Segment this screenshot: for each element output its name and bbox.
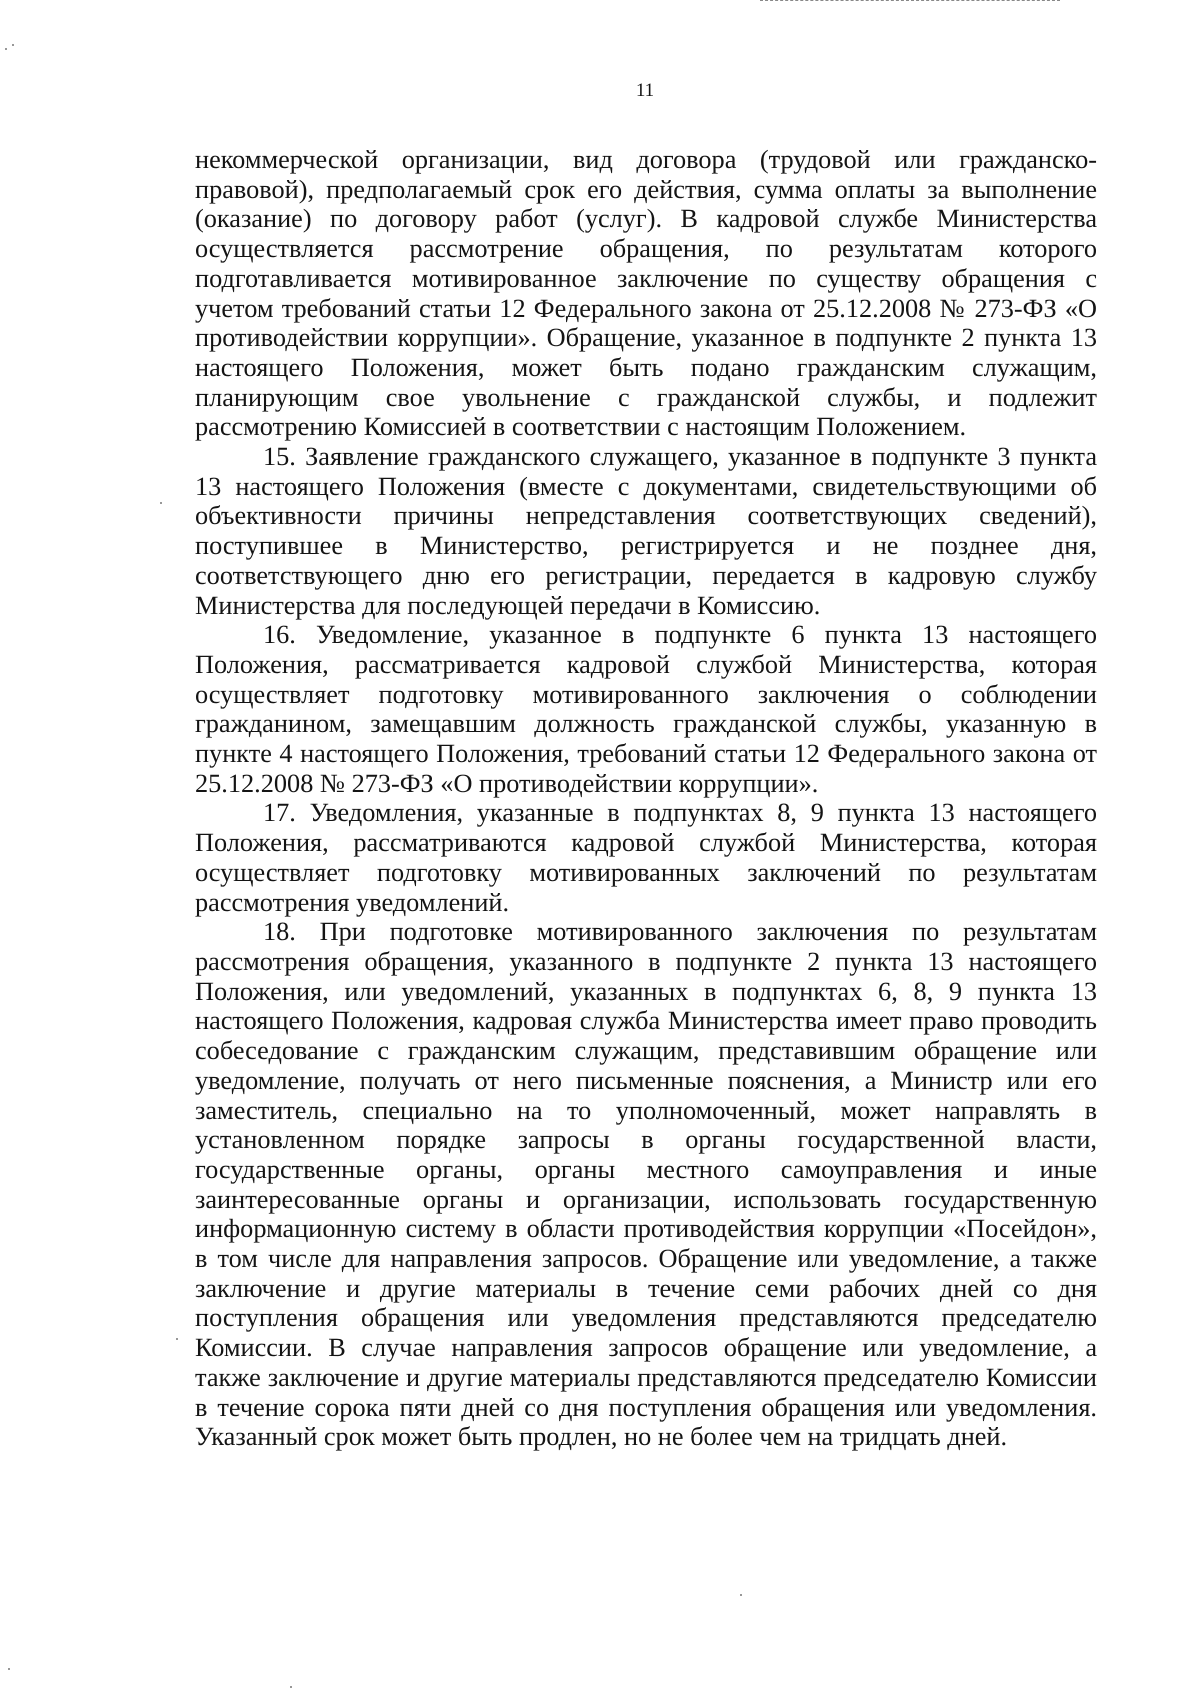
scan-speck [8, 1668, 10, 1670]
paragraph-18: 18. При подготовке мотивированного заключения по результатам рассмотрения обращения, указанного в подпункте 2 пункта 13 настоящего Положения, или уведомлений, указанных в подпунктах 6, 8, 9 пункта 13 настоящего Положения, кадровая служба Министерства имеет право проводить собеседование с гражданским служащим, представившим обращение или уведомление, получать от него письменные пояснения, а Министр или его заместитель, специально на то уполномоченный, может направлять в установленном порядке запросы в органы государственной власти, государственные органы, органы местного самоуправления и иные заинтересованные органы и организации, использовать государственную информационную систему в области противодействия коррупции «Посейдон», в том числе для направления запросов. Обращение или уведомление, а также заключение и другие материалы в течение семи рабочих дней со дня поступления обращения или уведомления представляются председателю Комиссии. В случае направления запросов обращение или уведомление, а также заключение и другие материалы представляются председателю Комиссии в течение сорока пяти дней со дня поступления обращения или уведомления. Указанный срок может быть продлен, но не более чем на тридцать дней. [195, 917, 1097, 1452]
scan-edge-line [760, 0, 1060, 2]
scan-speck [5, 48, 7, 50]
scan-speck [740, 1594, 742, 1596]
document-body [195, 145, 1097, 1452]
scan-speck [176, 1338, 178, 1340]
paragraph-17: 17. Уведомления, указанные в подпунктах 8, 9 пункта 13 настоящего Положения, рассматриваются кадровой службой Министерства, которая осуществляет подготовку мотивированных заключений по результатам рассмотрения уведомлений. [195, 798, 1097, 917]
page-number: 11 [635, 80, 655, 101]
scan-speck [290, 1686, 292, 1688]
scan-speck [160, 502, 162, 504]
paragraph-continuation: некоммерческой организации, вид договора (трудовой или гражданско-правовой), предполагаемый срок его действия, сумма оплаты за выполнение (оказание) по договору работ (услуг). В кадровой службе Министерства осуществляется рассмотрение обращения, по результатам которого подготавливается мотивированное заключение по существу обращения с учетом требований статьи 12 Федерального закона от 25.12.2008 № 273-ФЗ «О противодействии коррупции». Обращение, указанное в подпункте 2 пункта 13 настоящего Положения, может быть подано гражданским служащим, планирующим свое увольнение с гражданской службы, и подлежит рассмотрению Комиссией в соответствии с настоящим Положением. [195, 145, 1097, 442]
scan-speck [12, 44, 14, 46]
paragraph-16: 16. Уведомление, указанное в подпункте 6 пункта 13 настоящего Положения, рассматривается кадровой службой Министерства, которая осуществляет подготовку мотивированного заключения о соблюдении гражданином, замещавшим должность гражданской службы, указанную в пункте 4 настоящего Положения, требований статьи 12 Федерального закона от 25.12.2008 № 273-ФЗ «О противодействии коррупции». [195, 620, 1097, 798]
paragraph-15: 15. Заявление гражданского служащего, указанное в подпункте 3 пункта 13 настоящего Положения (вместе с документами, свидетельствующими об объективности причины непредставления соответствующих сведений), поступившее в Министерство, регистрируется и не позднее дня, соответствующего дню его регистрации, передается в кадровую службу Министерства для последующей передачи в Комиссию. [195, 442, 1097, 620]
